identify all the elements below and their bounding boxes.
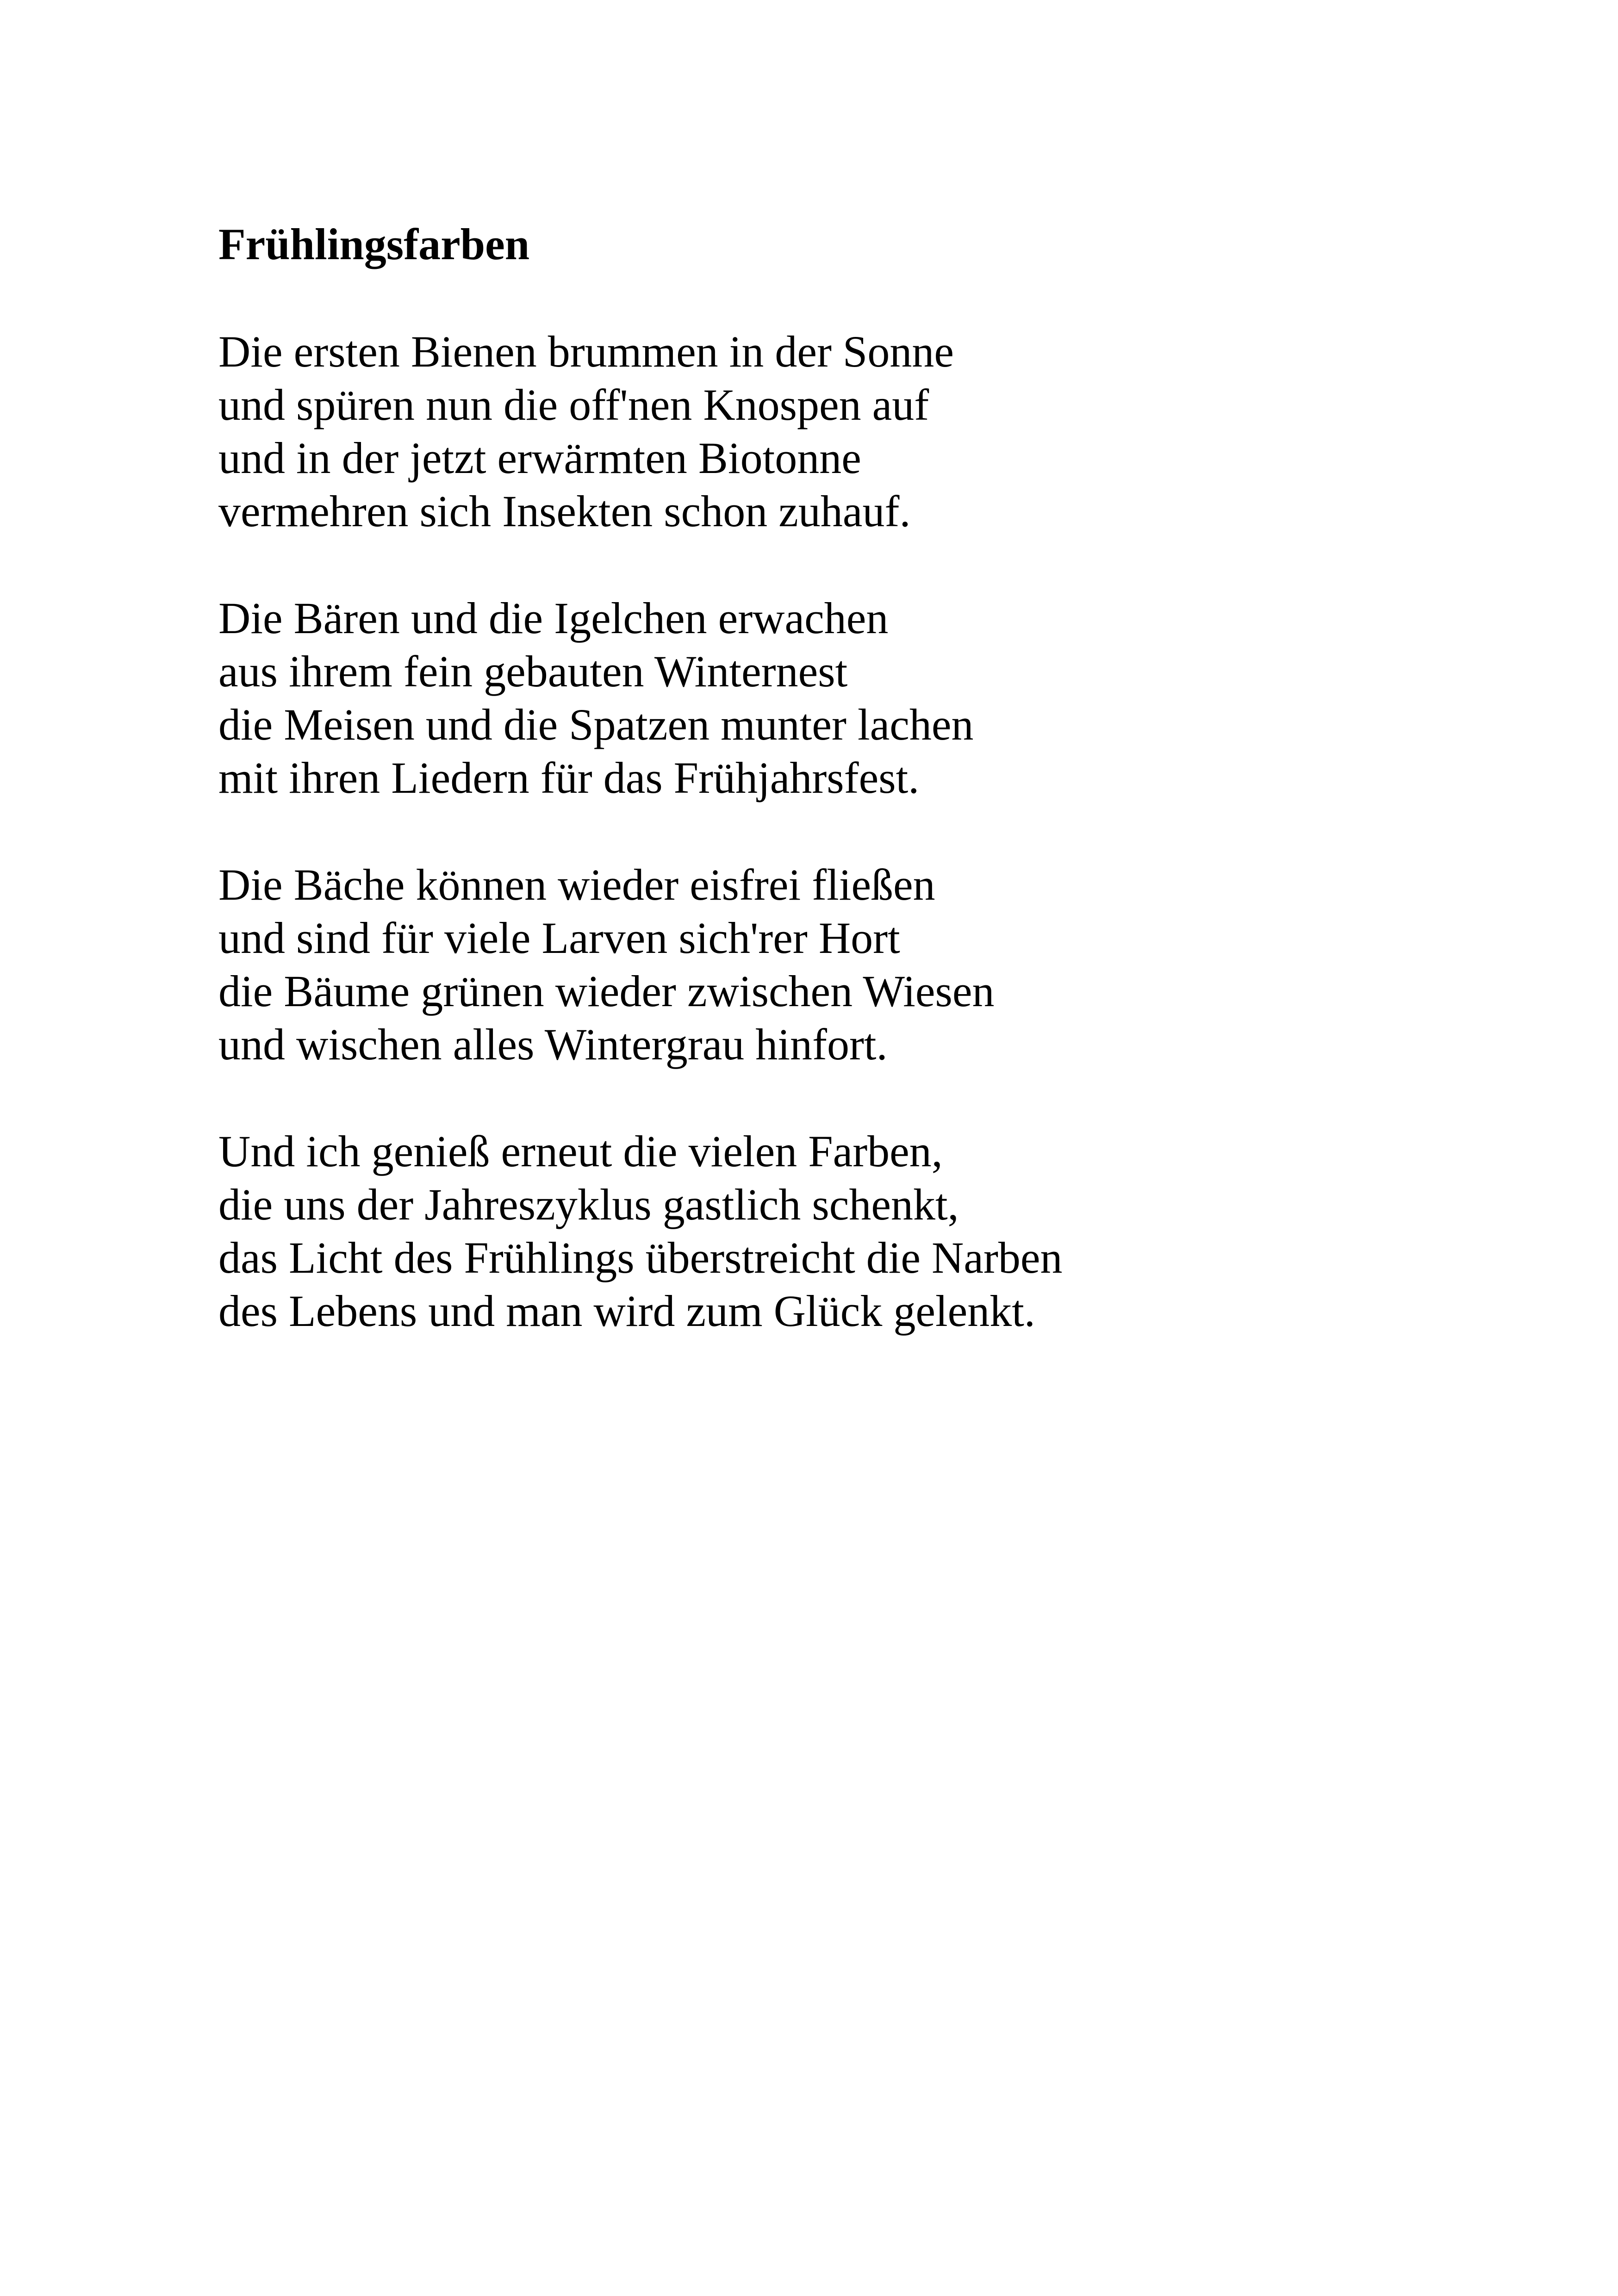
- verse-line: und spüren nun die off'nen Knospen auf: [218, 380, 929, 429]
- stanza-4: [218, 1125, 1468, 1338]
- verse-line: aus ihrem fein gebauten Winternest: [218, 647, 848, 696]
- verse-line: und in der jetzt erwärmten Biotonne: [218, 433, 861, 483]
- verse-line: vermehren sich Insekten schon zuhauf.: [218, 486, 911, 536]
- verse-line: Und ich genieß erneut die vielen Farben,: [218, 1126, 943, 1176]
- verse-line: Die Bäche können wieder eisfrei fließen: [218, 860, 935, 909]
- verse-line: und sind für viele Larven sich'rer Hort: [218, 913, 900, 963]
- verse-line: Die Bären und die Igelchen erwachen: [218, 593, 889, 643]
- stanza-2: [218, 591, 1468, 804]
- verse-line: Die ersten Bienen brummen in der Sonne: [218, 327, 954, 376]
- verse-line: die Meisen und die Spatzen munter lachen: [218, 700, 974, 749]
- verse-line: das Licht des Frühlings überstreicht die Narben: [218, 1233, 1063, 1282]
- verse-line: mit ihren Liedern für das Frühjahrsfest.: [218, 753, 920, 803]
- verse-line: die uns der Jahreszyklus gastlich schenkt,: [218, 1180, 959, 1229]
- verse-line: und wischen alles Wintergrau hinfort.: [218, 1020, 888, 1069]
- verse-line: des Lebens und man wird zum Glück gelenkt.: [218, 1286, 1035, 1336]
- verse-line: die Bäume grünen wieder zwischen Wiesen: [218, 966, 995, 1016]
- poem: [218, 218, 1468, 1338]
- poem-title: Frühlingsfarben: [218, 219, 530, 269]
- stanza-3: [218, 858, 1468, 1071]
- stanza-1: [218, 325, 1468, 538]
